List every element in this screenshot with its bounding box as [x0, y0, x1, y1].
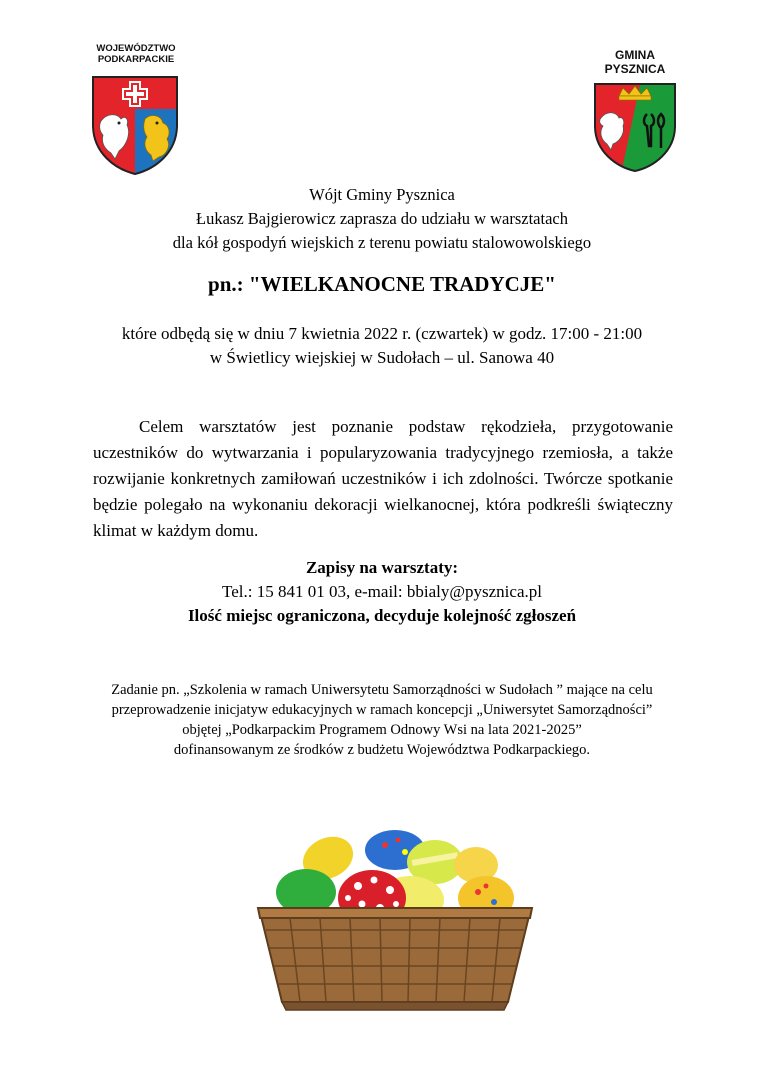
- registration-contact: Tel.: 15 841 01 03, e-mail: bbialy@pysznica.pl: [222, 582, 542, 601]
- funding-line-4: dofinansowanym ze środków z budżetu Województwa Podkarpackiego.: [173, 742, 591, 758]
- municipality-crest-label-line1: GMINA: [615, 48, 655, 62]
- funding-line-1: Zadanie pn. „Szkolenia w ramach Uniwersytetu Samorządności w Sudołach ” mające na celu: [111, 682, 653, 698]
- easter-eggs-basket-icon: [250, 820, 540, 1025]
- event-description: [93, 414, 673, 544]
- municipality-crest-label: [590, 49, 680, 77]
- event-date-line: które odbędą się w dniu 7 kwietnia 2022 r. (czwartek) w godz. 17:00 - 21:00: [121, 324, 643, 343]
- invitation-line: Łukasz Bajgierowicz zaprasza do udziału w warsztatach: [196, 209, 568, 228]
- municipality-crest-label-line2: PYSZNICA: [604, 61, 666, 76]
- registration-title: Zapisy na warsztaty:: [305, 558, 459, 577]
- funding-line-2: przeprowadzenie inicjatyw edukacyjnych w ramach koncepcji „Uniwersytet Samorządności”: [111, 702, 653, 718]
- podkarpackie-coat-of-arms-icon: [89, 73, 181, 182]
- organizer-line: Wójt Gminy Pysznica: [309, 185, 455, 204]
- funding-line-3: objętej „Podkarpackim Programem Odnowy Wsi na lata 2021-2025”: [182, 722, 582, 738]
- event-title: pn.: "WIELKANOCNE TRADYCJE": [208, 272, 556, 296]
- region-crest-label-line2: PODKARPACKIE: [97, 53, 175, 65]
- region-crest-label-line1: WOJEWÓDZTWO: [96, 43, 176, 54]
- event-description-text: Celem warsztatów jest poznanie podstaw rękodzieła, przygotowanie uczestników do wytwarzania i popularyzowania tradycyjnego rzemiosła, a także rozwijanie konkretnych zamiłowań uczestników i ich zdolności. Twórcze spotkanie będzie polegało na wykonaniu dekoracji wielkanocnej, która podkreśli świąteczny klimat w każdym domu.: [93, 417, 673, 540]
- audience-line: dla kół gospodyń wiejskich z terenu powiatu stalowowolskiego: [172, 233, 592, 252]
- event-location-line: w Świetlicy wiejskiej w Sudołach – ul. Sanowa 40: [209, 348, 555, 367]
- registration-note: Ilość miejsc ograniczona, decyduje kolejność zgłoszeń: [187, 606, 577, 625]
- region-crest-label: [78, 44, 194, 66]
- pysznica-coat-of-arms-icon: [591, 80, 679, 179]
